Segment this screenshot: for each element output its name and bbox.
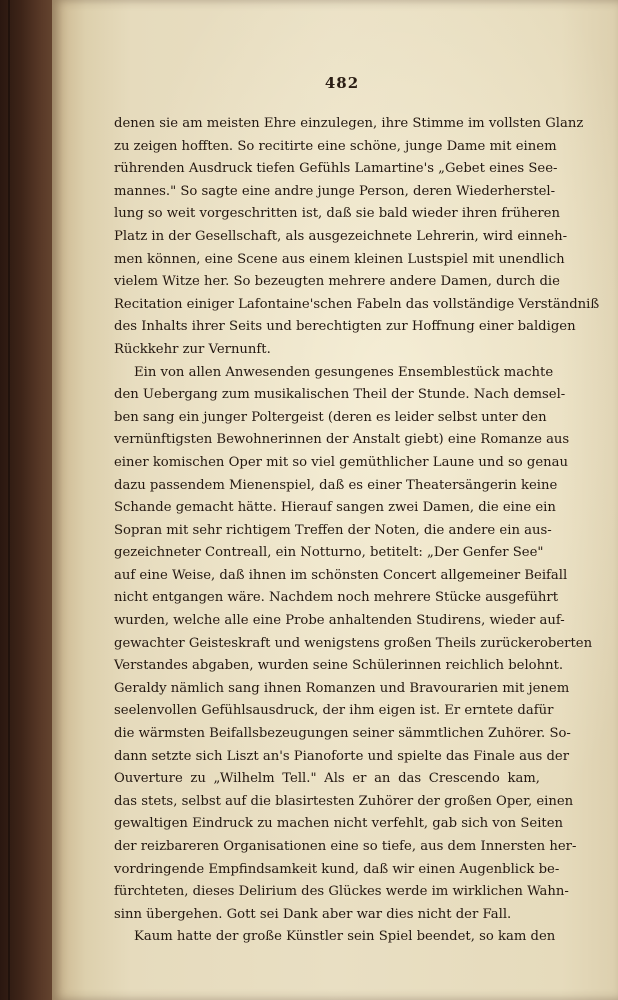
- text-line: lung so weit vorgeschritten ist, daß sie bald wieder ihren früheren: [114, 206, 560, 222]
- text-line: die wärmsten Beifallsbezeugungen seiner sämmtlichen Zuhörer. So-: [114, 726, 571, 742]
- text-line: Schande gemacht hätte. Hierauf sangen zwei Damen, die eine ein: [114, 500, 556, 516]
- text-line: denen sie am meisten Ehre einzulegen, ihre Stimme im vollsten Glanz: [114, 116, 584, 131]
- text-line: sinn übergehen. Gott sei Dank aber war dies nicht der Fall.: [114, 906, 512, 922]
- text-line: Kaum hatte der große Künstler sein Spiel beendet, so kam den: [134, 929, 556, 945]
- text-line: vordringende Empfindsamkeit kund, daß wir einen Augenblick be-: [114, 861, 560, 877]
- text-line: rührenden Ausdruck tiefen Gefühls Lamartine's „Gebet eines See-: [114, 161, 558, 177]
- text-line: Geraldy nämlich sang ihnen Romanzen und Bravourarien mit jenem: [114, 680, 570, 696]
- text-line: der reizbareren Organisationen eine so tiefe, aus dem Innersten her-: [114, 839, 577, 854]
- text-line: ben sang ein junger Poltergeist (deren es leider selbst unter den: [114, 409, 547, 425]
- text-line: fürchteten, dieses Delirium des Glückes werde im wirklichen Wahn-: [114, 884, 569, 900]
- text-line: Sopran mit sehr richtigem Treffen der Noten, die andere ein aus-: [114, 522, 552, 538]
- text-line: mannes." So sagte eine andre junge Person, deren Wiederherstel-: [114, 183, 556, 199]
- text-line: gezeichneter Contreall, ein Notturno, betitelt: „Der Genfer See": [114, 545, 544, 561]
- text-line: Platz in der Gesellschaft, als ausgezeichnete Lehrerin, wird einneh-: [114, 228, 568, 244]
- text-line: nicht entgangen wäre. Nachdem noch mehrere Stücke ausgeführt: [114, 590, 559, 606]
- book-page: [52, 0, 618, 1000]
- text-line: Rückkehr zur Vernunft.: [114, 341, 271, 357]
- text-line: zu zeigen hofften. So recitirte eine schöne, junge Dame mit einem: [114, 138, 557, 154]
- paragraph: [114, 113, 600, 362]
- paragraph: [114, 362, 593, 927]
- text-line: dazu passendem Mienenspiel, daß es einer Theatersängerin keine: [114, 477, 558, 493]
- text-line: Recitation einiger Lafontaine'schen Fabeln das vollständige Verständniß: [114, 296, 600, 312]
- text-line: Ein von allen Anwesenden gesungenes Ensemblestück machte: [134, 364, 554, 380]
- text-line: wurden, welche alle eine Probe anhaltenden Studirens, wieder auf-: [114, 613, 565, 629]
- text-line: vernünftigsten Bewohnerinnen der Anstalt giebt) eine Romanze aus: [114, 432, 570, 448]
- page-number: 482: [324, 74, 360, 92]
- text-line: Verstandes abgaben, wurden seine Schülerinnen reichlich belohnt.: [114, 658, 564, 674]
- text-line: einer komischen Oper mit so viel gemüthlicher Laune und so genau: [114, 454, 569, 470]
- text-line: gewachter Geisteskraft und wenigstens großen Theils zurückeroberten: [114, 635, 593, 651]
- text-line: den Uebergang zum musikalischen Theil der Stunde. Nach demsel-: [114, 387, 566, 403]
- text-line: gewaltigen Eindruck zu machen nicht verfehlt, gab sich von Seiten: [114, 816, 564, 832]
- text-line: Ouverture zu „Wilhelm Tell." Als er an das Crescendo kam,: [114, 771, 540, 787]
- text-line: seelenvollen Gefühlsausdruck, der ihm eigen ist. Er erntete dafür: [114, 703, 554, 719]
- book-binding: [0, 0, 60, 1000]
- text-line: vielem Witze her. So bezeugten mehrere andere Damen, durch die: [114, 274, 560, 290]
- text-line: men können, eine Scene aus einem kleinen Lustspiel mit unendlich: [114, 251, 565, 267]
- text-line: dann setzte sich Liszt an's Pianoforte und spielte das Finale aus der: [114, 748, 570, 764]
- text-line: des Inhalts ihrer Seits und berechtigten zur Hoffnung einer baldigen: [114, 319, 576, 335]
- body-text: [114, 113, 600, 949]
- text-line: auf eine Weise, daß ihnen im schönsten Concert allgemeiner Beifall: [114, 567, 568, 583]
- paragraph: [114, 926, 556, 949]
- text-line: das stets, selbst auf die blasirtesten Zuhörer der großen Oper, einen: [114, 793, 574, 809]
